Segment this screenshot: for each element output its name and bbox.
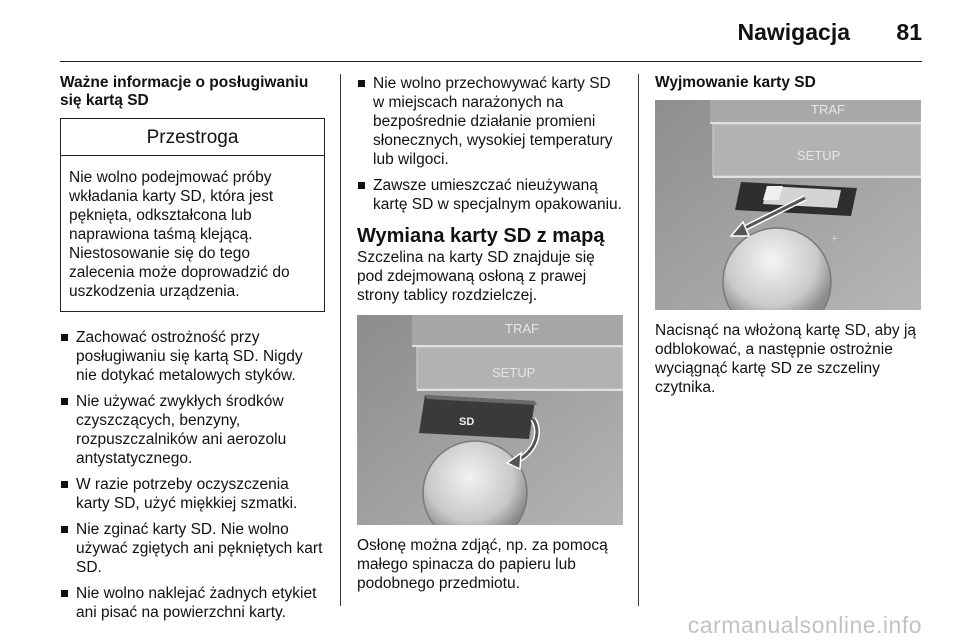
column-divider [340, 74, 341, 606]
setup-label: SETUP [492, 365, 536, 380]
column-1 [60, 74, 325, 629]
sd-removal-photo [655, 100, 921, 310]
watermark: carmanualsonline.info [687, 612, 922, 638]
list-item: Nie wolno przechowywać karty SD w miejscach narażonych na bezpośrednie działanie promieni słonecznych, wysokiej temperatury lub wilgoci. [357, 74, 623, 169]
plus-label: + [831, 233, 838, 245]
column-2 [357, 74, 623, 593]
care-bullet-list [60, 328, 325, 622]
header-title: Nawigacja [737, 19, 850, 45]
cover-removal-photo [357, 315, 623, 525]
list-item: Zawsze umieszczać nieużywaną kartę SD w specjalnym opakowaniu. [357, 176, 623, 214]
sd-logo-label: SD [459, 416, 475, 428]
remove-sd-heading: Wyjmowanie karty SD [655, 74, 816, 91]
traf-label: TRAF [505, 321, 539, 336]
traf-label: TRAF [811, 102, 845, 117]
storage-bullet-list [357, 74, 623, 214]
section-title: Wymiana karty SD z mapą [357, 225, 605, 247]
setup-label: SETUP [797, 148, 841, 163]
sd-card-info-heading: Ważne informacje o posługiwaniu się kartą SD [60, 74, 309, 109]
sd-removal-caption: Nacisnąć na włożoną kartę SD, aby ją odblokować, a następnie ostrożnie wyciągnąć kartę SD ze szczeliny czytnika. [655, 322, 917, 396]
cover-removal-caption: Osłonę można zdjąć, np. za pomocą małego spinacza do papieru lub podobnego przedmiotu. [357, 537, 608, 592]
intro-paragraph: Szczelina na karty SD znajduje się pod zdejmowaną osłoną z prawej strony tablicy rozdzielczej. [357, 249, 595, 304]
list-item: Nie używać zwykłych środków czyszczących, benzyny, rozpuszczalników ani aerozolu antystatycznego. [60, 392, 325, 468]
column-3 [655, 74, 925, 397]
caution-box [60, 118, 325, 312]
caution-title: Przestroga [61, 119, 324, 156]
column-divider [638, 74, 639, 606]
list-item: Nie zginać karty SD. Nie wolno używać zgiętych ani pękniętych kart SD. [60, 520, 325, 577]
list-item: W razie potrzeby oczyszczenia karty SD, użyć miękkiej szmatki. [60, 475, 325, 513]
caution-text: Nie wolno podejmować próby wkładania karty SD, która jest pęknięta, odkształcona lub naprawiona taśmą klejącą. Niestosowanie się do tego zalecenia może doprowadzić do uszkodzenia urządzenia. [69, 169, 290, 300]
list-item: Nie wolno naklejać żadnych etykiet ani pisać na powierzchni karty. [60, 584, 325, 622]
list-item: Zachować ostrożność przy posługiwaniu się kartą SD. Nigdy nie dotykać metalowych styków. [60, 328, 325, 385]
page-number: 81 [896, 19, 922, 45]
page-header [60, 0, 922, 62]
